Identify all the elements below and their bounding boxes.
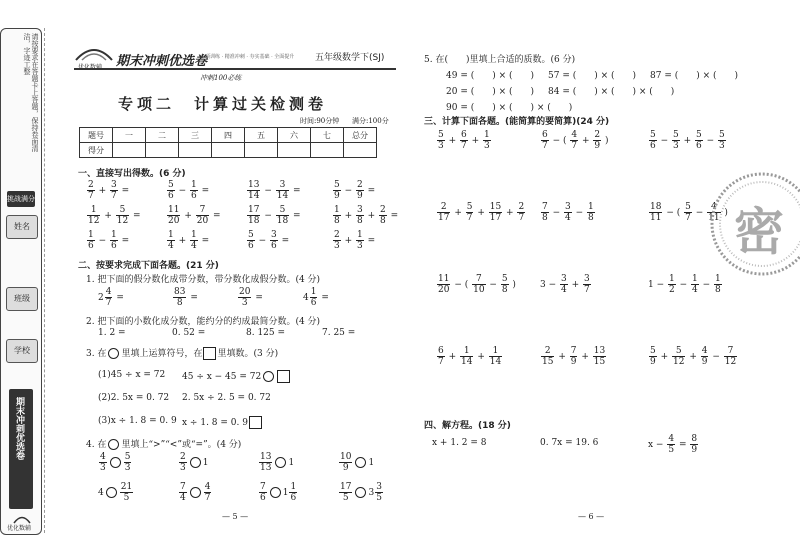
q3-row: (1)45 ÷ x = 72	[98, 370, 166, 380]
fraction: $\frac{1}{4}$	[191, 230, 197, 251]
score-row-label: 得分	[80, 143, 113, 158]
fraction: $\frac{2}{3}$	[180, 452, 186, 473]
calc-item: $\frac{18}{11}$ − ( $\frac{5}{7}$ − $\frac{4}{11}$ )	[650, 202, 728, 223]
q5-item: 90 = ( ) × ( ) × ( )	[446, 103, 573, 113]
fraction: $\frac{1}{6}$	[310, 287, 317, 308]
score-header: 题号	[80, 128, 113, 143]
q3-expr: 45 ÷ x − 45 = 72	[182, 372, 262, 382]
fraction: $\frac{1}{6}$	[290, 482, 297, 503]
fraction: $\frac{1}{2}$	[669, 274, 675, 295]
score-cell[interactable]	[245, 143, 278, 158]
fraction: $\frac{5}{6}$	[248, 230, 254, 251]
q4-compare-grid	[98, 452, 398, 512]
q5-item: 87 = ( ) × ( )	[650, 71, 739, 81]
answer-circle[interactable]	[190, 457, 201, 468]
sidebar-notes: 请按要求在答题卡上答题，保持卷面清洁，字迹工整	[23, 33, 39, 152]
score-header: 五	[245, 128, 278, 143]
section-3-title: 三、计算下面各题。(能简算的要简算)(24 分)	[424, 117, 610, 127]
fraction: $\frac{1}{14}$	[461, 346, 473, 367]
answer-circle[interactable]	[270, 487, 281, 498]
fraction: $\frac{21}{5}$	[120, 482, 133, 503]
fraction: $\frac{2}{17}$	[438, 202, 450, 223]
fraction: $\frac{20}{3}$	[239, 287, 251, 308]
fraction: $\frac{3}{14}$	[276, 180, 289, 201]
q1-item: 4 $\frac{1}{6}$ =	[303, 287, 329, 308]
calc-item: $\frac{6}{7}$ + $\frac{1}{14}$ + $\frac{1}{14}$	[438, 346, 502, 367]
equation-1: x + 1. 2 = 8	[432, 438, 487, 448]
q1-item: 2 $\frac{4}{7}$ =	[98, 287, 124, 308]
compare-item	[98, 452, 132, 473]
fraction: $\frac{17}{5}$	[340, 482, 352, 503]
fraction: $\frac{2}{3}$	[334, 230, 340, 251]
calc-item: $\frac{5}{6}$ − $\frac{5}{3}$ + $\frac{5}{6}$ − $\frac{5}{3}$	[650, 130, 725, 151]
fraction: $\frac{1}{6}$	[88, 230, 94, 251]
binding-sidebar	[0, 28, 42, 535]
header-series: 期末冲刺优选卷	[116, 54, 208, 69]
score-table-score-row	[80, 143, 377, 158]
fraction: $\frac{4}{7}$	[204, 482, 211, 503]
score-cell[interactable]	[278, 143, 311, 158]
score-header: 六	[278, 128, 311, 143]
name-field[interactable]: 姓名	[6, 215, 38, 239]
score-table	[79, 127, 377, 158]
fraction: $\frac{5}{3}$	[438, 130, 444, 151]
q3-text: 里填上运算符号，在	[121, 349, 203, 359]
q3-row	[182, 416, 263, 429]
question-2: 2. 把下面的小数化成分数，能约分的约成最简分数。(4 分)	[86, 317, 321, 327]
calc-item: $\frac{2}{15}$ + $\frac{7}{9}$ + $\frac{13}{15}$	[542, 346, 606, 367]
fraction: $\frac{1}{4}$	[692, 274, 698, 295]
circle-icon	[108, 348, 119, 359]
compare-item: $\frac{10}{9}$ 1	[340, 452, 375, 473]
equation-3: x − $\frac{4}{5}$ = $\frac{8}{9}$	[648, 434, 698, 455]
fraction: $\frac{7}{20}$	[196, 205, 209, 226]
section-2-title: 二、按要求完成下面各题。(21 分)	[78, 261, 219, 271]
answer-circle[interactable]	[275, 457, 286, 468]
exam-time: 时间:90分钟	[300, 117, 340, 125]
fraction: $\frac{2}{7}$	[518, 202, 525, 223]
compare-item: $\frac{13}{13}$ 1	[260, 452, 295, 473]
whole-part: 2	[98, 293, 104, 303]
answer-circle[interactable]	[110, 457, 121, 468]
school-field[interactable]: 学校	[6, 339, 38, 363]
page-number-left: — 5 —	[222, 512, 249, 521]
section-1-grid	[86, 180, 399, 252]
question-5: 5. 在( )里填上合适的质数。(6 分)	[424, 55, 576, 65]
mental-math-item: $\frac{2}{3}$ + $\frac{1}{3}$ =	[334, 230, 376, 251]
calc-item: 3 − $\frac{3}{4}$ + $\frac{3}{7}$	[540, 274, 590, 295]
fraction: $\frac{4}{9}$	[701, 346, 708, 367]
header-grade: 五年级数学下(SJ)	[315, 53, 385, 63]
q3-expr: 2. 5x ÷ 2. 5 = 0. 72	[182, 393, 271, 403]
page-number-right: — 6 —	[578, 512, 605, 521]
fraction: $\frac{1}{12}$	[88, 205, 100, 226]
fraction: $\frac{4}{7}$	[105, 287, 112, 308]
fraction: $\frac{3}{4}$	[561, 274, 567, 295]
q4-text: 里填上“>”“<”或“=”。(4 分)	[121, 440, 242, 450]
mental-math-item: $\frac{5}{9}$ − $\frac{2}{9}$ =	[334, 180, 376, 201]
equation-2: 0. 7x = 19. 6	[540, 438, 599, 448]
q3-expr: x ÷ 1. 8 = 0. 9	[182, 418, 248, 428]
fraction: $\frac{5}{3}$	[124, 452, 131, 473]
sidebar-publisher: 优化数辅	[7, 525, 32, 532]
score-table-header-row	[80, 128, 377, 143]
fraction: $\frac{1}{8}$	[588, 202, 594, 223]
q1-item: $\frac{20}{3}$ =	[239, 287, 263, 308]
calc-item: $\frac{7}{8}$ − $\frac{3}{4}$ − $\frac{1}{8}$	[542, 202, 594, 223]
fraction: $\frac{1}{14}$	[489, 346, 502, 367]
mental-math-item: $\frac{1}{4}$ + $\frac{1}{4}$ =	[168, 230, 210, 251]
fraction: $\frac{83}{8}$	[174, 287, 186, 308]
page-title: 专项二 计算过关检测卷	[118, 95, 328, 113]
fraction: $\frac{4}{5}$	[668, 434, 675, 455]
q3-text: 里填数。(3 分)	[217, 349, 279, 359]
fraction: $\frac{5}{6}$	[168, 180, 174, 201]
score-cell[interactable]	[212, 143, 245, 158]
fraction: $\frac{5}{18}$	[276, 205, 289, 226]
fraction: $\frac{15}{17}$	[489, 202, 502, 223]
fraction: $\frac{5}{12}$	[673, 346, 685, 367]
fraction: $\frac{7}{9}$	[570, 346, 577, 367]
compare-item: $\frac{2}{3}$ 1	[180, 452, 209, 473]
fraction: $\frac{3}{5}$	[376, 482, 382, 503]
score-header: 四	[212, 128, 245, 143]
q5-item: 84 = ( ) × ( ) × ( )	[548, 87, 675, 97]
fraction: $\frac{7}{8}$	[542, 202, 548, 223]
fraction: $\frac{17}{18}$	[248, 205, 260, 226]
fraction: $\frac{18}{11}$	[650, 202, 662, 223]
fraction: $\frac{8}{9}$	[691, 434, 698, 455]
score-cell[interactable]	[113, 143, 146, 158]
score-cell[interactable]	[311, 143, 344, 158]
fraction: $\frac{1}{3}$	[357, 230, 363, 251]
fraction: $\frac{1}{4}$	[168, 230, 174, 251]
fraction: $\frac{3}{8}$	[357, 205, 363, 226]
fraction: $\frac{2}{9}$	[594, 130, 601, 151]
mental-math-item: $\frac{5}{6}$ − $\frac{1}{6}$ =	[168, 180, 210, 201]
header-publisher: 优化数辅	[78, 64, 103, 71]
question-4	[86, 437, 241, 450]
square-icon	[203, 347, 216, 360]
calc-item: $\frac{5}{9}$ + $\frac{5}{12}$ + $\frac{4}{9}$ − $\frac{7}{12}$	[650, 346, 737, 367]
calc-item: $\frac{2}{17}$ + $\frac{5}{7}$ + $\frac{15}{17}$ + $\frac{2}{7}$	[438, 202, 525, 223]
fraction: $\frac{4}{11}$	[708, 202, 720, 223]
mental-math-item: $\frac{5}{6}$ − $\frac{3}{6}$ =	[248, 230, 290, 251]
score-header: 二	[146, 128, 179, 143]
q3-row: (3)x ÷ 1. 8 = 0. 9	[98, 416, 177, 426]
q3-row: (2)2. 5x = 0. 72	[98, 393, 170, 403]
header-rule	[74, 68, 396, 70]
mental-math-item: $\frac{2}{7}$ + $\frac{3}{7}$ =	[88, 180, 130, 201]
fraction: $\frac{11}{20}$	[168, 205, 180, 226]
whole-part: 4	[303, 293, 309, 303]
fraction: $\frac{7}{10}$	[473, 274, 485, 295]
fraction: $\frac{7}{4}$	[180, 482, 186, 503]
q2-item: 7. 25 =	[322, 328, 356, 338]
fraction: $\frac{13}{14}$	[248, 180, 260, 201]
q5-item: 49 = ( ) × ( )	[446, 71, 535, 81]
q2-item: 0. 52 =	[172, 328, 206, 338]
question-1: 1. 把下面的假分数化成带分数，带分数化成假分数。(4 分)	[86, 275, 321, 285]
score-header: 总分	[344, 128, 377, 143]
fraction: $\frac{5}{3}$	[673, 130, 679, 151]
compare-item: 4 $\frac{21}{5}$	[98, 482, 133, 503]
answer-circle[interactable]	[190, 487, 201, 498]
fraction: $\frac{6}{7}$	[438, 346, 444, 367]
score-cell[interactable]	[344, 143, 377, 158]
fraction: $\frac{5}{6}$	[696, 130, 702, 151]
q3-text: 3. 在	[86, 349, 107, 359]
q2-item: 8. 125 =	[246, 328, 286, 338]
calc-item: 1 − $\frac{1}{2}$ − $\frac{1}{4}$ − $\frac{1}{8}$	[648, 274, 721, 295]
confidential-stamp-icon	[700, 168, 800, 280]
fraction: $\frac{5}{7}$	[466, 202, 473, 223]
mental-math-item: $\frac{17}{18}$ − $\frac{5}{18}$ =	[248, 205, 301, 226]
fraction: $\frac{5}{8}$	[501, 274, 508, 295]
sidebar-badge: 挑战满分	[7, 191, 35, 207]
score-header: 一	[113, 128, 146, 143]
mental-math-item: $\frac{13}{14}$ − $\frac{3}{14}$ =	[248, 180, 301, 201]
fraction: $\frac{7}{6}$	[260, 482, 266, 503]
q4-text: 4. 在	[86, 440, 107, 450]
answer-circle[interactable]	[355, 457, 366, 468]
answer-circle[interactable]	[263, 371, 274, 382]
fraction: $\frac{7}{12}$	[724, 346, 737, 367]
fraction: $\frac{5}{6}$	[650, 130, 656, 151]
sidebar-brand-block	[9, 389, 33, 509]
calc-item: $\frac{6}{7}$ − ( $\frac{4}{7}$ + $\frac{2}{9}$ )	[542, 130, 609, 151]
fraction: $\frac{5}{3}$	[719, 130, 725, 151]
q2-item: 1. 2 =	[98, 328, 126, 338]
fraction: $\frac{5}{9}$	[334, 180, 340, 201]
q5-item: 20 = ( ) × ( )	[446, 87, 535, 97]
fraction: $\frac{10}{9}$	[340, 452, 352, 473]
fraction: $\frac{2}{7}$	[88, 180, 94, 201]
score-cell[interactable]	[179, 143, 212, 158]
fraction: $\frac{6}{7}$	[461, 130, 467, 151]
fraction: $\frac{5}{12}$	[116, 205, 129, 226]
compare-item: $\frac{17}{5}$ 3 $\frac{3}{5}$	[340, 482, 382, 503]
section-3-grid	[436, 130, 736, 370]
fraction: $\frac{13}{15}$	[593, 346, 606, 367]
mental-math-item: $\frac{1}{12}$ + $\frac{5}{12}$ =	[88, 205, 141, 226]
section-4-title: 四、解方程。(18 分)	[424, 421, 511, 431]
fraction: $\frac{1}{3}$	[484, 130, 490, 151]
fraction: $\frac{3}{6}$	[271, 230, 277, 251]
fraction: $\frac{2}{15}$	[542, 346, 554, 367]
score-header: 三	[179, 128, 212, 143]
section-1-title: 一、直接写出得数。(6 分)	[78, 169, 186, 179]
exam-full-score: 满分:100分	[352, 117, 389, 125]
mental-math-item: $\frac{1}{8}$ + $\frac{3}{8}$ + $\frac{2}{8}$ =	[334, 205, 399, 226]
score-header: 七	[311, 128, 344, 143]
circle-icon	[108, 439, 119, 450]
fraction: $\frac{1}{6}$	[111, 230, 117, 251]
stamp-text: 密	[734, 203, 784, 261]
sidebar-brand: 期末冲刺优选卷	[14, 397, 24, 460]
fraction: $\frac{4}{7}$	[571, 130, 578, 151]
fraction: $\frac{5}{9}$	[650, 346, 656, 367]
fraction: $\frac{2}{8}$	[380, 205, 386, 226]
fraction: $\frac{13}{13}$	[260, 452, 272, 473]
answer-circle[interactable]	[106, 487, 117, 498]
question-3	[86, 346, 278, 360]
q1-item: $\frac{83}{8}$ =	[174, 287, 198, 308]
fraction: $\frac{1}{8}$	[334, 205, 340, 226]
fraction: $\frac{5}{7}$	[685, 202, 691, 223]
header-motto: 冲刺100必练	[200, 74, 242, 82]
fraction: $\frac{2}{9}$	[357, 180, 363, 201]
fraction: $\frac{1}{6}$	[191, 180, 197, 201]
compare-item	[178, 482, 212, 503]
compare-item: $\frac{7}{6}$ 1 $\frac{1}{6}$	[260, 482, 297, 503]
q3-row	[182, 393, 271, 403]
class-field[interactable]: 班级	[6, 287, 38, 311]
q3-row	[182, 370, 291, 383]
cut-line	[44, 28, 45, 533]
fraction: $\frac{11}{20}$	[438, 274, 450, 295]
fraction: $\frac{3}{7}$	[111, 180, 117, 201]
q5-item: 57 = ( ) × ( )	[548, 71, 637, 81]
answer-box[interactable]	[277, 370, 290, 383]
score-cell[interactable]	[146, 143, 179, 158]
fraction: $\frac{1}{8}$	[715, 274, 721, 295]
fraction: $\frac{6}{7}$	[542, 130, 548, 151]
mental-math-item: $\frac{11}{20}$ + $\frac{7}{20}$ =	[168, 205, 221, 226]
fraction: $\frac{4}{3}$	[100, 452, 106, 473]
fraction: $\frac{3}{4}$	[565, 202, 571, 223]
fraction: $\frac{3}{7}$	[584, 274, 590, 295]
answer-box[interactable]	[249, 416, 262, 429]
calc-item: $\frac{11}{20}$ − ( $\frac{7}{10}$ − $\frac{5}{8}$ )	[438, 274, 516, 295]
calc-item: $\frac{5}{3}$ + $\frac{6}{7}$ + $\frac{1}{3}$	[438, 130, 490, 151]
mental-math-item: $\frac{1}{6}$ − $\frac{1}{6}$ =	[88, 230, 130, 251]
answer-circle[interactable]	[355, 487, 366, 498]
header-slogan: 专项训练 · 精准冲刺 · 夯实基础 · 全面提升	[200, 54, 295, 60]
